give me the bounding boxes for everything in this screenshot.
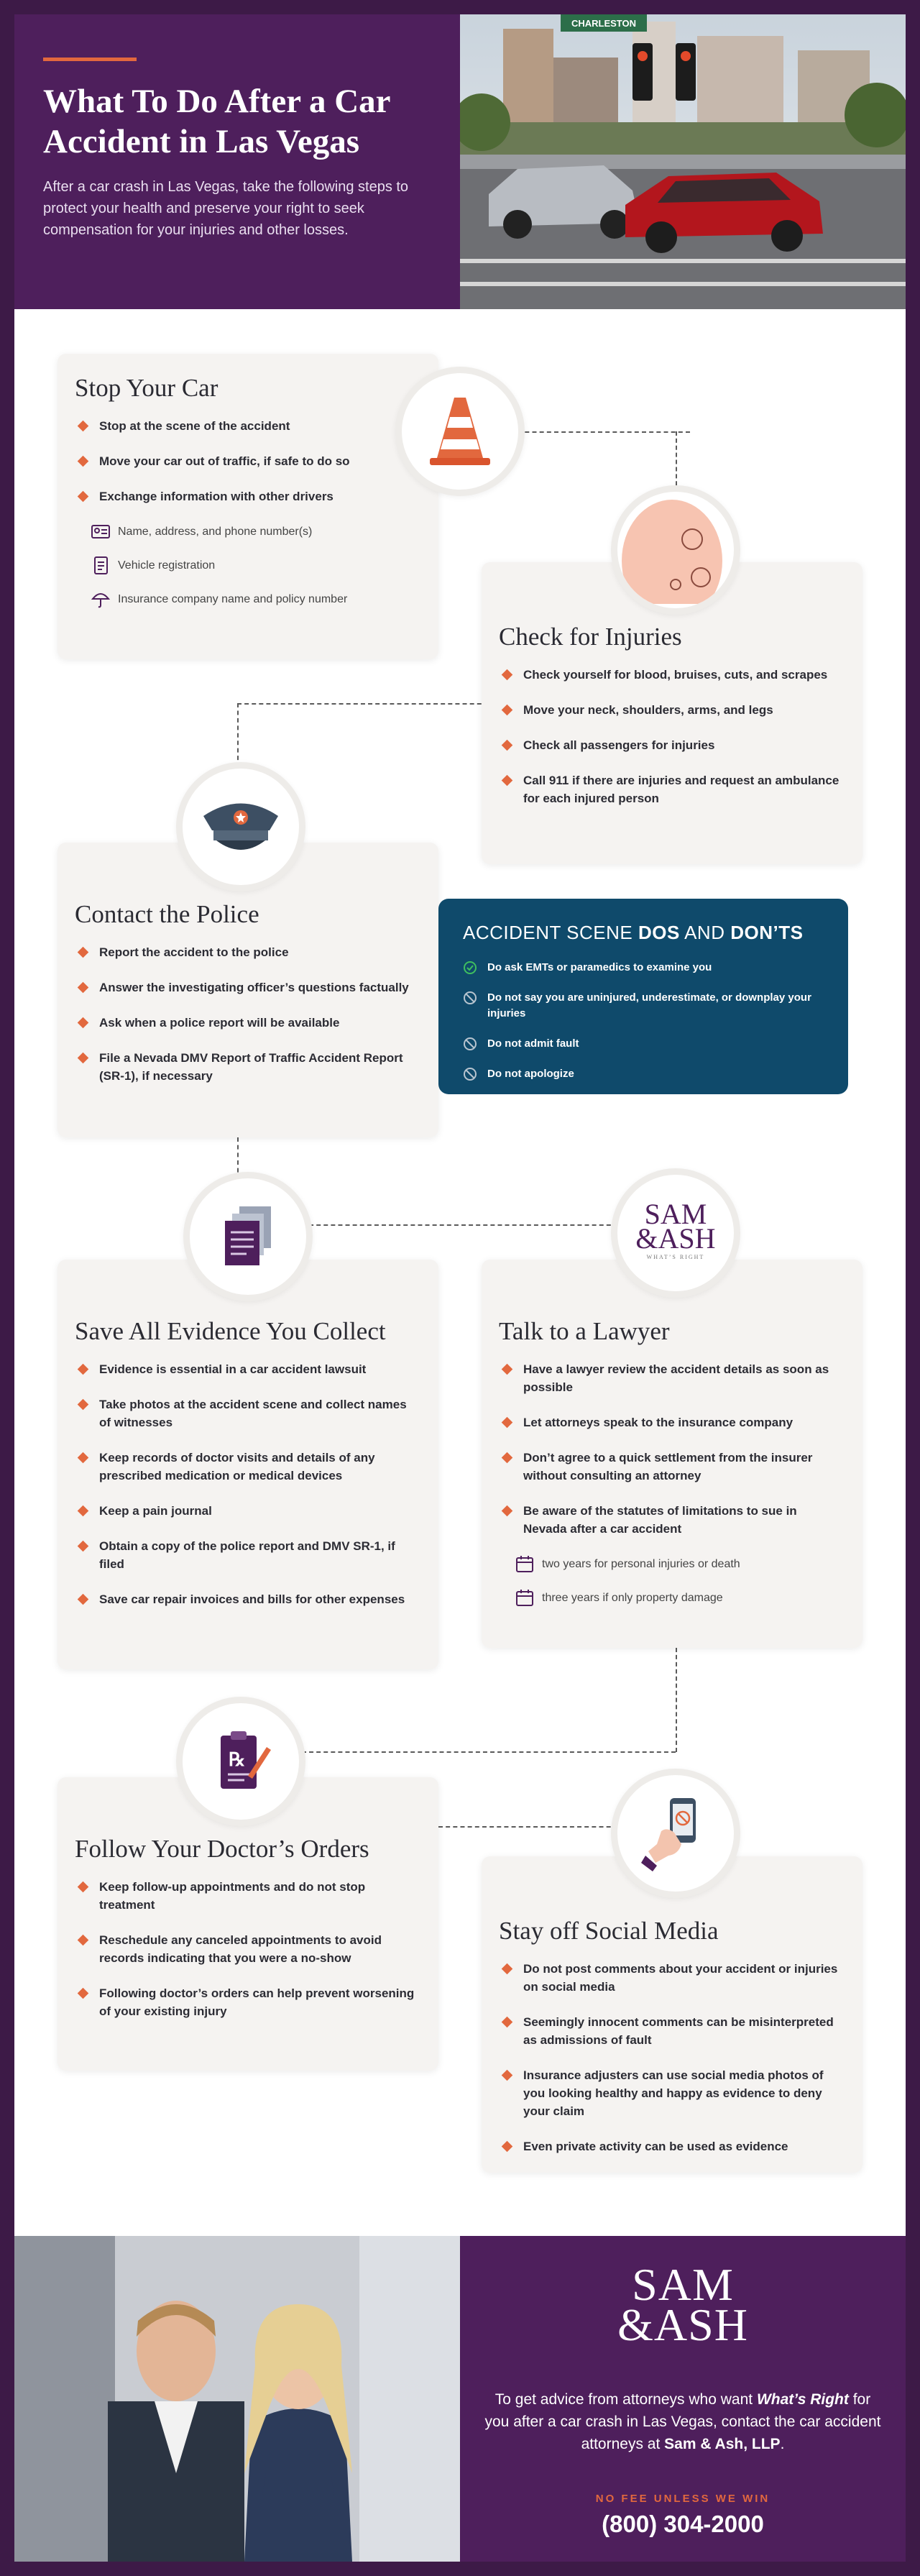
list-item: [75, 1360, 418, 1378]
connector: [302, 1224, 625, 1226]
check-circle-icon: [463, 961, 477, 975]
diamond-bullet-icon: [502, 705, 513, 716]
diamond-bullet-icon: [502, 2070, 513, 2081]
diamond-bullet-icon: [502, 1417, 513, 1429]
item-text: Check yourself for blood, bruises, cuts, and scrapes: [523, 668, 828, 682]
logo-line1: SAM: [632, 2259, 734, 2310]
calendar-icon: [515, 1555, 535, 1573]
diamond-bullet-icon: [502, 2017, 513, 2028]
list-item: [499, 736, 842, 754]
sub-item-text: three years if only property damage: [542, 1592, 723, 1604]
dos-donts-box: [438, 899, 848, 1094]
diamond-bullet-icon: [78, 1594, 89, 1605]
list-item: [499, 2137, 842, 2155]
card-title: Follow Your Doctor’s Orders: [75, 1835, 369, 1863]
diamond-bullet-icon: [78, 1399, 89, 1411]
infographic: [14, 14, 906, 2562]
page-title: [43, 81, 431, 162]
item-text: Report the accident to the police: [99, 945, 289, 959]
header-panel: [14, 14, 460, 309]
connector: [302, 1751, 676, 1753]
dont-text: Do not apologize: [487, 1068, 574, 1080]
item-text: Seemingly innocent comments can be misinterpreted as admissions of fault: [523, 2015, 834, 2047]
card-lawyer: [482, 1260, 862, 1648]
diamond-bullet-icon: [78, 1505, 89, 1517]
contact-text: [482, 2388, 884, 2455]
diamond-bullet-icon: [78, 1541, 89, 1552]
do-text: Do ask EMTs or paramedics to examine you: [487, 961, 712, 973]
list-item: [75, 943, 418, 961]
item-text: Answer the investigating officer’s questions factually: [99, 981, 409, 994]
attorneys-photo: [14, 2236, 460, 2562]
sam-ash-logo-badge: [611, 1168, 740, 1298]
item-text: Move your neck, shoulders, arms, and legs: [523, 703, 773, 717]
sub-item: [75, 590, 418, 608]
dos-title-dos: DOS: [638, 922, 680, 943]
diamond-bullet-icon: [502, 2141, 513, 2153]
body-injury-icon: [622, 496, 730, 604]
item-text: Don’t agree to a quick settlement from the insurer without consulting an attorney: [523, 1451, 813, 1482]
item-text: Let attorneys speak to the insurance company: [523, 1416, 794, 1429]
card-title: Check for Injuries: [499, 623, 682, 651]
sub-item-text: Vehicle registration: [118, 559, 216, 572]
list-item: [75, 1395, 418, 1431]
dont-item: [463, 1066, 824, 1082]
connector: [510, 431, 690, 433]
item-text: Call 911 if there are injuries and request an ambulance for each injured person: [523, 774, 840, 805]
diamond-bullet-icon: [502, 1452, 513, 1464]
title-bold: What To Do: [43, 83, 218, 120]
item-text: Move your car out of traffic, if safe to do so: [99, 454, 350, 468]
prescription-badge: [176, 1697, 305, 1826]
title-line2: Accident in Las Vegas: [43, 123, 360, 160]
traffic-cone-badge: [395, 367, 525, 496]
diamond-bullet-icon: [78, 1053, 89, 1064]
item-text: Keep records of doctor visits and details of any prescribed medication or medical devices: [99, 1451, 375, 1482]
accent-bar: [43, 58, 137, 61]
diamond-bullet-icon: [78, 1988, 89, 1999]
list-item: [75, 1984, 418, 2020]
header: [14, 14, 906, 309]
diamond-bullet-icon: [502, 669, 513, 681]
item-text: Obtain a copy of the police report and DMV SR-1, if filed: [99, 1539, 395, 1571]
item-text: Do not post comments about your accident or injuries on social media: [523, 1962, 838, 1994]
contact-panel: [460, 2236, 906, 2562]
diamond-bullet-icon: [78, 1364, 89, 1375]
dos-title-pre: ACCIDENT SCENE: [463, 922, 638, 943]
street-photo: [460, 14, 906, 309]
card-stop-car: [58, 354, 438, 659]
footer: [14, 2236, 906, 2562]
list-item: [75, 1014, 418, 1032]
diamond-bullet-icon: [502, 775, 513, 787]
item-text: Check all passengers for injuries: [523, 738, 715, 752]
list-item: [499, 771, 842, 807]
card-title: Contact the Police: [75, 900, 259, 928]
diamond-bullet-icon: [502, 1505, 513, 1517]
item-text: Following doctor’s orders can help prevent worsening of your existing injury: [99, 1986, 415, 2018]
document-icon: [91, 556, 111, 574]
sub-item-text: two years for personal injuries or death: [542, 1558, 740, 1570]
item-text: Stop at the scene of the accident: [99, 419, 290, 433]
item-text: Even private activity can be used as evidence: [523, 2140, 788, 2153]
diamond-bullet-icon: [78, 1935, 89, 1946]
sub-item-text: Name, address, and phone number(s): [118, 526, 313, 538]
card-title: Stay off Social Media: [499, 1917, 719, 1945]
prohibited-icon: [463, 1037, 477, 1051]
item-text: Have a lawyer review the accident details as soon as possible: [523, 1362, 829, 1394]
connector: [676, 1648, 677, 1752]
card-social: [482, 1856, 862, 2173]
id-card-icon: [91, 523, 111, 541]
diamond-bullet-icon: [502, 740, 513, 751]
contact-text-pre: To get advice from attorneys who want: [494, 2391, 757, 2408]
no-fee-tagline: NO FEE UNLESS WE WIN: [595, 2493, 770, 2505]
logo-line1: SAM: [644, 1198, 707, 1230]
diamond-bullet-icon: [78, 421, 89, 432]
diamond-bullet-icon: [78, 1881, 89, 1893]
connector: [237, 703, 496, 705]
prescription-clipboard-icon: [205, 1725, 277, 1797]
item-text: Evidence is essential in a car accident lawsuit: [99, 1362, 367, 1376]
item-text: Exchange information with other drivers: [99, 490, 334, 503]
diamond-bullet-icon: [78, 491, 89, 503]
traffic-cone-icon: [424, 392, 496, 471]
phone-no-social-icon: [640, 1794, 712, 1873]
sub-item: [499, 1555, 842, 1573]
logo-tagline: WHAT’S RIGHT: [646, 1254, 705, 1260]
dont-text: Do not admit fault: [487, 1037, 579, 1050]
diamond-bullet-icon: [78, 947, 89, 958]
prohibited-icon: [463, 991, 477, 1005]
diamond-bullet-icon: [78, 456, 89, 467]
page-subtitle: After a car crash in Las Vegas, take the following steps to protect your health and preserve your right to seek compensation for your injuries and other losses.: [43, 179, 409, 238]
list-item: [499, 2066, 842, 2120]
contact-text-em: What’s Right: [756, 2391, 849, 2408]
diamond-bullet-icon: [78, 982, 89, 994]
card-title: Stop Your Car: [75, 374, 218, 402]
sam-ash-logo: [460, 2259, 906, 2350]
item-text: Save car repair invoices and bills for other expenses: [99, 1592, 405, 1606]
list-item: [499, 666, 842, 684]
card-evidence: [58, 1260, 438, 1669]
dont-item: [463, 990, 824, 1022]
list-item: [499, 1449, 842, 1485]
card-title: Save All Evidence You Collect: [75, 1317, 386, 1345]
sub-item: [75, 556, 418, 574]
list-item: [75, 487, 418, 505]
diamond-bullet-icon: [502, 1963, 513, 1975]
police-hat-icon: [198, 794, 284, 859]
umbrella-icon: [91, 590, 111, 608]
calendar-icon: [515, 1589, 535, 1607]
item-text: Keep follow-up appointments and do not stop treatment: [99, 1880, 366, 1912]
item-text: Be aware of the statutes of limitations to sue in Nevada after a car accident: [523, 1504, 797, 1536]
contact-text-end: .: [780, 2436, 785, 2452]
item-text: Ask when a police report will be available: [99, 1016, 340, 1030]
dos-title-donts: DON’TS: [730, 922, 804, 943]
sub-item: [75, 523, 418, 541]
item-text: File a Nevada DMV Report of Traffic Accident Report (SR-1), if necessary: [99, 1051, 403, 1083]
list-item: [75, 1878, 418, 1914]
item-text: Take photos at the accident scene and collect names of witnesses: [99, 1398, 407, 1429]
list-item: [499, 1413, 842, 1431]
documents-icon: [212, 1201, 284, 1273]
contact-text-mid: for you after a car crash in Las Vegas, contact the car accident attorneys at: [484, 2391, 881, 2452]
do-item: [463, 960, 824, 976]
phone-number[interactable]: (800) 304-2000: [602, 2511, 764, 2537]
sub-item: [499, 1589, 842, 1607]
list-item: [75, 1049, 418, 1085]
dont-text: Do not say you are uninjured, underestimate, or downplay your injuries: [487, 991, 811, 1019]
card-title: Talk to a Lawyer: [499, 1317, 670, 1345]
list-item: [75, 452, 418, 470]
list-item: [499, 1960, 842, 1996]
logo-line2: &ASH: [635, 1222, 716, 1255]
police-badge: [176, 762, 305, 891]
list-item: [75, 1449, 418, 1485]
dont-item: [463, 1036, 824, 1052]
dos-title-and: AND: [679, 922, 731, 943]
prohibited-icon: [463, 1067, 477, 1081]
list-item: [499, 701, 842, 719]
list-item: [499, 1360, 842, 1396]
sam-ash-logo: [635, 1198, 716, 1264]
title-rest: After a Car: [224, 83, 391, 120]
list-item: [499, 1502, 842, 1538]
sub-item-text: Insurance company name and policy number: [118, 593, 348, 605]
item-text: Insurance adjusters can use social media photos of you looking healthy and happy as evidence to deny your claim: [523, 2068, 824, 2118]
list-item: [75, 1537, 418, 1573]
item-text: Keep a pain journal: [99, 1504, 212, 1518]
logo-line2: &ASH: [617, 2299, 748, 2350]
list-item: [75, 1590, 418, 1608]
list-item: [75, 1502, 418, 1520]
dos-donts-title: [463, 922, 824, 944]
diamond-bullet-icon: [502, 1364, 513, 1375]
diamond-bullet-icon: [78, 1452, 89, 1464]
street-sign-text: CHARLESTON: [571, 18, 637, 29]
diamond-bullet-icon: [78, 1017, 89, 1029]
item-text: Reschedule any canceled appointments to avoid records indicating that you were a no-show: [99, 1933, 382, 1965]
list-item: [499, 2013, 842, 2049]
list-item: [75, 1931, 418, 1967]
injury-badge: [611, 485, 740, 615]
phone-badge: [611, 1769, 740, 1898]
connector: [438, 1826, 625, 1828]
list-item: [75, 417, 418, 435]
documents-badge: [183, 1172, 313, 1301]
list-item: [75, 978, 418, 996]
contact-firm: Sam & Ash, LLP: [664, 2436, 781, 2452]
svg-text:℞: ℞: [229, 1749, 246, 1770]
